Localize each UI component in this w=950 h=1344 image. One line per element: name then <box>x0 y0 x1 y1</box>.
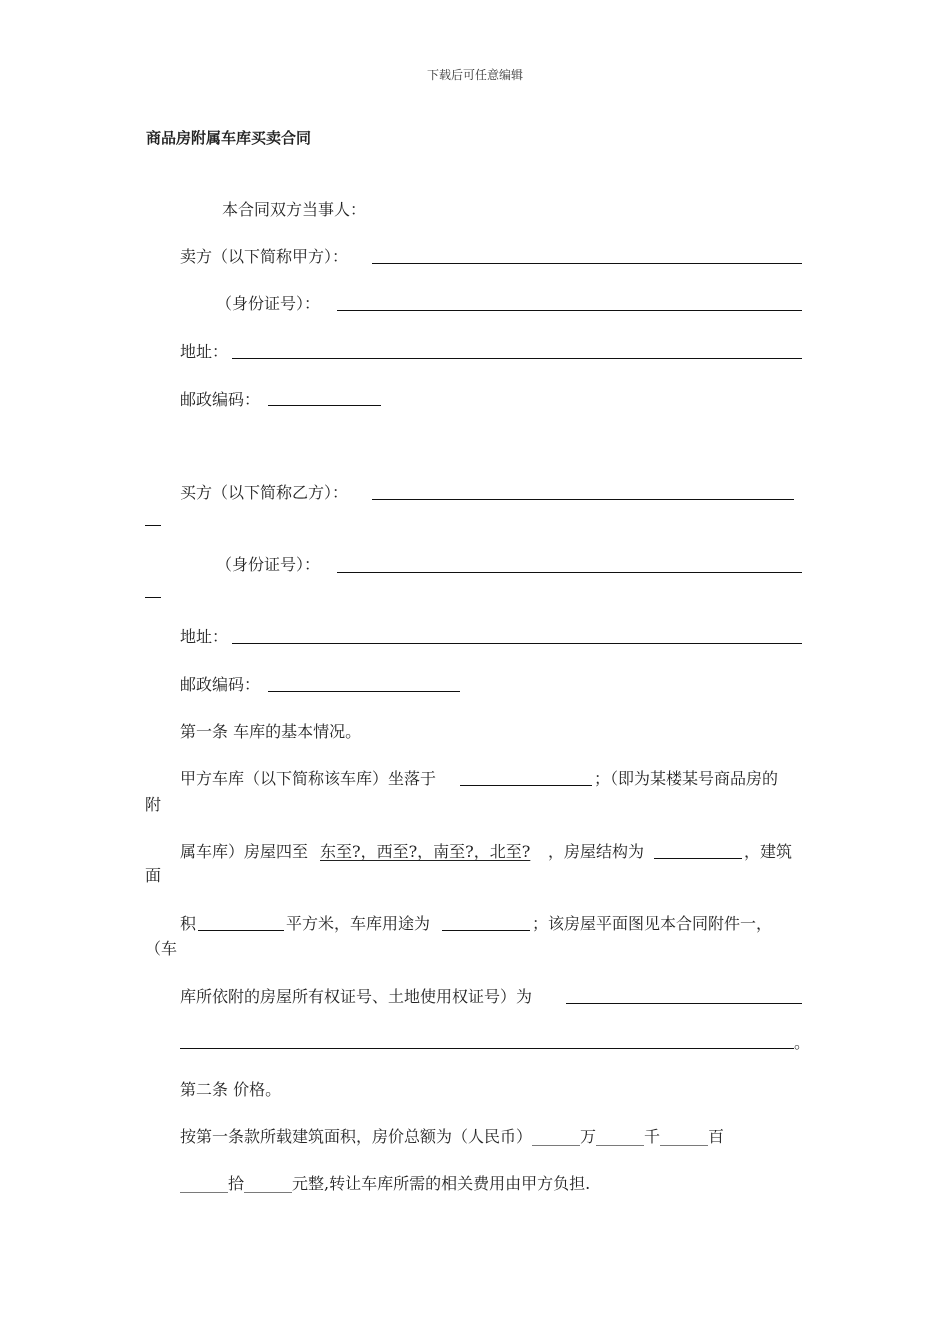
garage-use-field[interactable] <box>442 930 530 931</box>
article1-line1-a: 甲方车库（以下简称该车库）坐落于 <box>180 769 437 788</box>
article1-line2-c: ，建筑 <box>744 842 793 861</box>
article1-line2-b: ，房屋结构为 <box>548 842 645 861</box>
seller-id-field[interactable] <box>337 310 802 311</box>
page-header: 下载后可任意编辑 <box>426 68 523 82</box>
buyer-postcode-field[interactable] <box>268 691 460 692</box>
seller-address-label: 地址： <box>180 342 229 361</box>
article1-line3-wrap: （车 <box>145 939 178 958</box>
article2-line2: ______拾______元整,转让车库所需的相关费用由甲方负担. <box>180 1174 591 1193</box>
seller-postcode-field[interactable] <box>268 405 381 406</box>
article1-line5-end: 。 <box>794 1033 811 1052</box>
buyer-id-field-wrap <box>145 597 161 598</box>
article1-line3-a: 积 <box>180 914 197 933</box>
seller-id-label: （身份证号）： <box>216 294 321 313</box>
buyer-address-field[interactable] <box>232 643 802 644</box>
certificate-number-field[interactable] <box>566 1003 802 1004</box>
garage-location-field[interactable] <box>460 785 592 786</box>
buyer-postcode-label: 邮政编码： <box>180 675 261 694</box>
buyer-id-field[interactable] <box>337 572 802 573</box>
seller-address-field[interactable] <box>232 358 802 359</box>
article1-line3-c: ；该房屋平面图见本合同附件一， <box>532 914 773 933</box>
buyer-name-field[interactable] <box>372 499 794 500</box>
article1-line3-b: 平方米，车库用途为 <box>286 914 431 933</box>
article1-line1-wrap: 附 <box>145 795 162 814</box>
document-title: 商品房附属车库买卖合同 <box>146 129 312 147</box>
parties-intro: 本合同双方当事人： <box>222 200 367 219</box>
certificate-number-field-cont[interactable] <box>180 1048 794 1049</box>
building-area-field[interactable] <box>198 930 284 931</box>
article2-heading: 第二条 价格。 <box>180 1080 282 1099</box>
buyer-label: 买方（以下简称乙方）： <box>180 483 349 502</box>
article1-line2-wrap: 面 <box>145 866 162 885</box>
buyer-address-label: 地址： <box>180 627 229 646</box>
buyer-name-field-wrap <box>145 525 161 526</box>
article1-heading: 第一条 车库的基本情况。 <box>180 722 362 741</box>
article1-line2-a: 属车库）房屋四至 <box>180 842 309 861</box>
article1-line4-a: 库所依附的房屋所有权证号、土地使用权证号）为 <box>180 987 533 1006</box>
boundaries-text: 东至?，西至?，南至?，北至? <box>320 842 531 861</box>
buyer-id-label: （身份证号）： <box>216 555 321 574</box>
article2-line1: 按第一条款所载建筑面积，房价总额为（人民币）______万______千______百 <box>180 1127 725 1146</box>
seller-name-field[interactable] <box>372 263 802 264</box>
seller-postcode-label: 邮政编码： <box>180 390 261 409</box>
seller-label: 卖方（以下简称甲方）： <box>180 247 349 266</box>
article1-line1-b: ；（即为某楼某号商品房的 <box>594 769 779 788</box>
house-structure-field[interactable] <box>654 858 742 859</box>
